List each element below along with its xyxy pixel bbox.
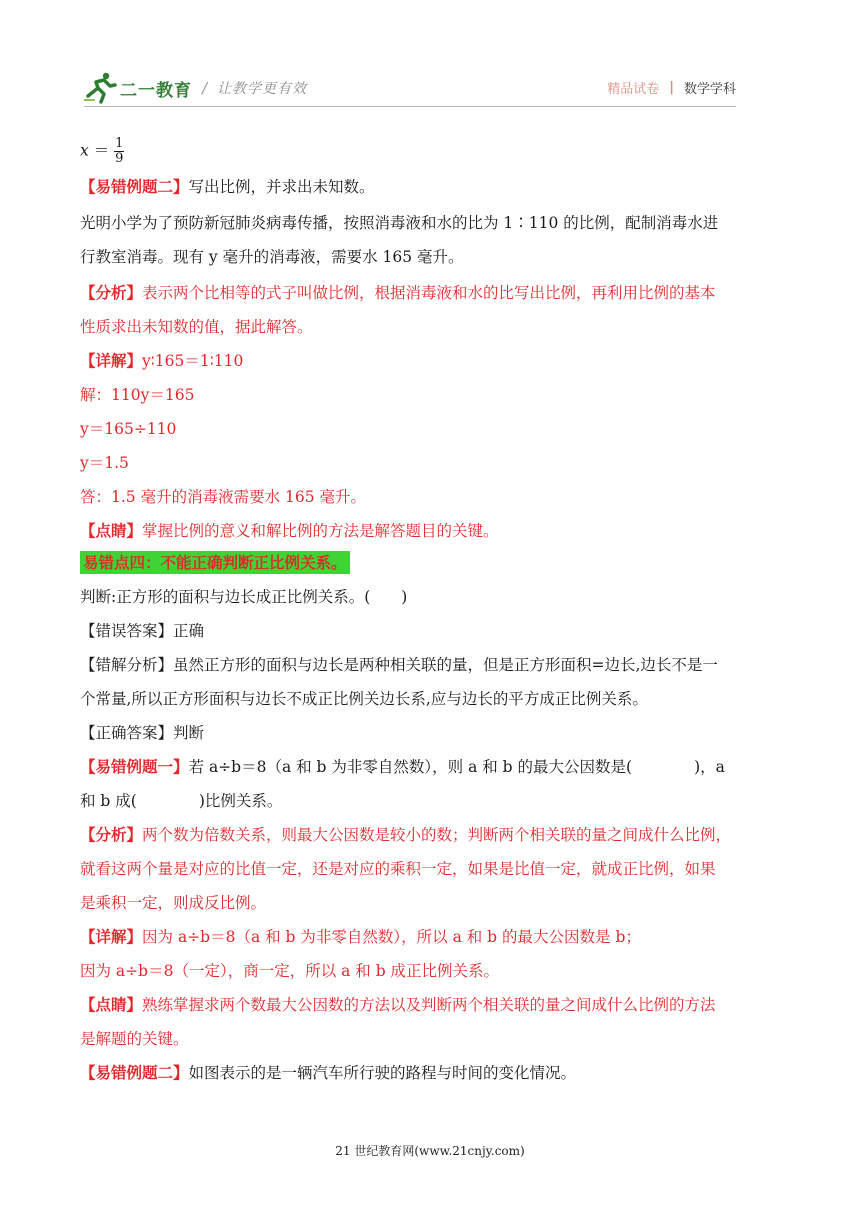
eq-sign: ＝ xyxy=(93,141,110,160)
text-line xyxy=(80,350,243,372)
line-text: 若 a÷b＝8（a 和 b 为非零自然数），则 a 和 b 的最大公因数是( )，a xyxy=(188,758,725,776)
logo-text: 二一教育 xyxy=(120,80,192,101)
label-tag: 【易错例题一】 xyxy=(80,757,189,776)
text-line xyxy=(80,926,641,948)
runner-logo-icon xyxy=(84,72,118,104)
text-line: y＝1.5 xyxy=(80,454,129,472)
line-text: 写出比例，并求出未知数。 xyxy=(188,178,375,196)
text-line: 因为 a÷b＝8（一定），商一定，所以 a 和 b 成正比例关系。 xyxy=(80,962,500,980)
text-line: 性质求出未知数的值，据此解答。 xyxy=(80,318,313,336)
line-text: 熟练掌握求两个数最大公因数的方法以及判断两个相关联的量之间成什么比例的方法 xyxy=(142,996,716,1014)
text-line xyxy=(80,756,725,778)
text-line xyxy=(80,994,716,1016)
label-tag: 【详解】 xyxy=(80,927,143,946)
text-line: 是乘积一定，则成反比例。 xyxy=(80,894,267,912)
line-text: 因为 a÷b＝8（a 和 b 为非零自然数），所以 a 和 b 的最大公因数是 b； xyxy=(142,928,641,946)
text-line: 个常量,所以正方形面积与边长不成正比例关边长系,应与边长的平方成正比例关系。 xyxy=(80,690,648,708)
header-label-premium: 精品试卷 xyxy=(607,82,660,97)
highlighted-heading: 易错点四：不能正确判断正比例关系。 xyxy=(80,551,350,574)
fraction-denominator: 9 xyxy=(115,151,124,166)
text-line xyxy=(80,654,718,676)
text-line xyxy=(80,282,716,304)
fraction-numerator: 1 xyxy=(115,136,124,151)
text-line: 就看这两个量是对应的比值一定，还是对应的乘积一定，如果是比值一定，就成正比例，如果 xyxy=(80,860,716,878)
section-heading xyxy=(80,552,350,574)
line-text: y∶165＝1∶110 xyxy=(142,352,244,370)
text-line xyxy=(80,176,375,198)
page-footer: 21 世纪教育网(www.21cnjy.com) xyxy=(335,1144,525,1158)
line-text: 如图表示的是一辆汽车所行驶的路程与时间的变化情况。 xyxy=(188,1064,577,1082)
text-line: 【错误答案】正确 xyxy=(80,622,205,640)
text-line xyxy=(80,1062,576,1084)
logo-separator: / xyxy=(202,79,208,97)
logo xyxy=(84,70,307,106)
line-text: 掌握比例的意义和解比例的方法是解答题目的关键。 xyxy=(142,522,499,540)
fraction xyxy=(114,137,124,166)
header-rule xyxy=(84,106,736,107)
label-tag: 【易错例题二】 xyxy=(80,1063,189,1082)
text-line: 和 b 成( )比例关系。 xyxy=(80,792,283,810)
label-tag: 【错解分析】 xyxy=(80,656,174,674)
eq-variable: x xyxy=(80,141,89,160)
header-label-subject: 数学学科 xyxy=(683,82,736,97)
text-line: 【正确答案】判断 xyxy=(80,724,205,742)
label-tag: 【详解】 xyxy=(80,351,143,370)
line-text: 表示两个比相等的式子叫做比例，根据消毒液和水的比写出比例，再利用比例的基本 xyxy=(142,284,716,302)
text-line: 判断:正方形的面积与边长成正比例关系。( ) xyxy=(80,588,408,606)
header-subject xyxy=(607,78,736,97)
text-line: 是解题的关键。 xyxy=(80,1030,189,1048)
text-line: 行教室消毒。现有 y 毫升的消毒液，需要水 165 毫升。 xyxy=(80,248,464,266)
text-line: 光明小学为了预防新冠肺炎病毒传播，按照消毒液和水的比为 1∶110 的比例，配制消毒水进 xyxy=(80,214,719,232)
text-line: 解：110y＝165 xyxy=(80,386,195,404)
text-line: 答：1.5 毫升的消毒液需要水 165 毫升。 xyxy=(80,488,367,506)
text-line xyxy=(80,824,731,846)
page-header xyxy=(84,70,736,106)
line-text: 两个数为倍数关系，则最大公因数是较小的数；判断两个相关联的量之间成什么比例， xyxy=(142,826,732,844)
label-tag: 【分析】 xyxy=(80,825,143,844)
logo-slogan: 让教学更有效 xyxy=(217,81,308,97)
label-tag: 【点睛】 xyxy=(80,521,143,540)
header-divider: | xyxy=(669,80,674,95)
text-line xyxy=(80,520,499,542)
line-text: 虽然正方形的面积与边长是两种相关联的量，但是正方形面积=边长,边长不是一 xyxy=(173,656,718,674)
label-tag: 【易错例题二】 xyxy=(80,177,189,196)
label-tag: 【点睛】 xyxy=(80,995,143,1014)
equation-x xyxy=(80,137,124,166)
text-line: y＝165÷110 xyxy=(80,420,177,438)
label-tag: 【分析】 xyxy=(80,283,143,302)
